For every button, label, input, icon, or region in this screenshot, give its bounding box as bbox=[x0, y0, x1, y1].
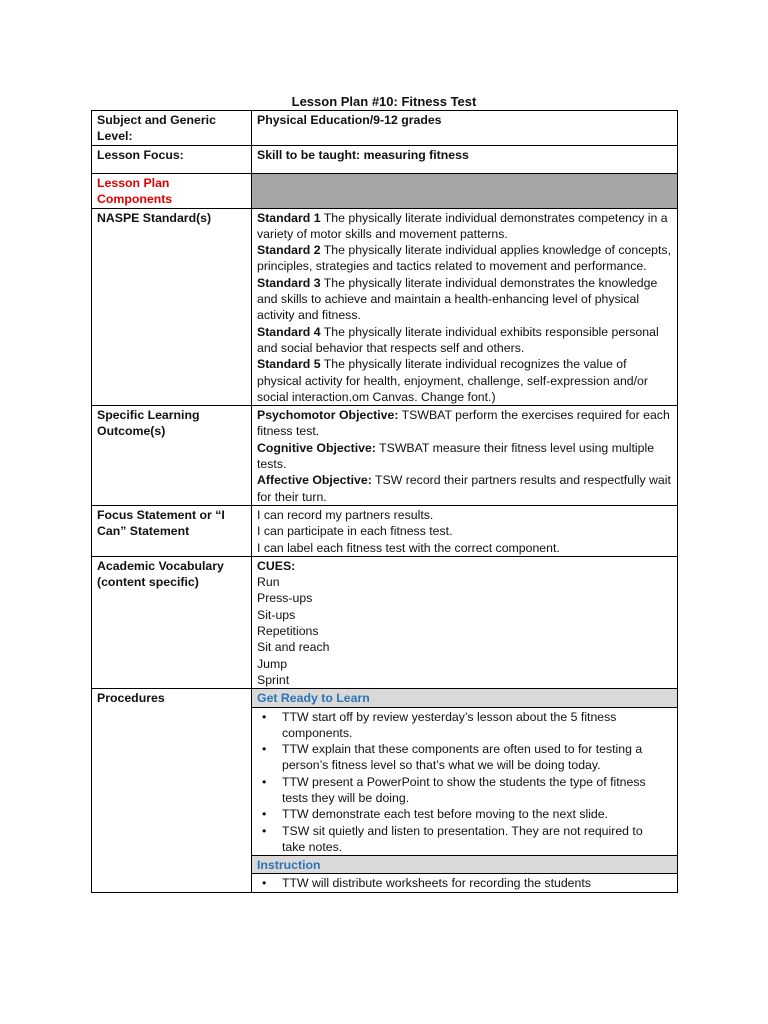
components-row bbox=[92, 174, 678, 209]
list-item: • TTW present a PowerPoint to show the students the type of fitness tests they will be doing. bbox=[282, 774, 667, 807]
subject-value: Physical Education/9-12 grades bbox=[252, 111, 678, 146]
instruction-cell bbox=[252, 874, 678, 892]
instruction-list bbox=[257, 875, 672, 891]
procedures-label: Procedures bbox=[92, 689, 252, 893]
ican-label: Focus Statement or “I Can” Statement bbox=[92, 505, 252, 556]
list-item: • TTW start off by review yesterday’s lesson about the 5 fitness components. bbox=[282, 709, 667, 742]
focus-label: Lesson Focus: bbox=[92, 146, 252, 174]
standard-2: Standard 2 The physically literate individual applies knowledge of concepts, principles, strategies and tactics related to movement and performance. bbox=[257, 243, 671, 274]
psychomotor-objective: Psychomotor Objective: TSWBAT perform the exercises required for each fitness test. bbox=[257, 408, 670, 439]
vocab-item: Run bbox=[257, 575, 280, 590]
get-ready-heading: Get Ready to Learn bbox=[252, 689, 678, 707]
vocab-label: Academic Vocabulary (content specific) bbox=[92, 556, 252, 688]
naspe-row bbox=[92, 208, 678, 406]
list-item: • TSW sit quietly and listen to presentation. They are not required to take notes. bbox=[282, 823, 667, 856]
vocab-item: Press-ups bbox=[257, 591, 313, 606]
standard-4: Standard 4 The physically literate individual exhibits responsible personal and social behavior that respects self and others. bbox=[257, 324, 659, 355]
standard-5: Standard 5 The physically literate individual recognizes the value of physical activity for health, enjoyment, challenge, self-expression and/or social interaction.om Canvas. Change font.) bbox=[257, 357, 648, 404]
components-label: Lesson Plan Components bbox=[92, 174, 252, 209]
naspe-standards bbox=[252, 208, 678, 406]
subject-row bbox=[92, 111, 678, 146]
page-title: Lesson Plan #10: Fitness Test bbox=[291, 94, 477, 109]
vocab-list bbox=[252, 556, 678, 688]
vocab-item: Sit and reach bbox=[257, 640, 330, 655]
subject-label: Subject and Generic Level: bbox=[92, 111, 252, 146]
list-item: • TTW explain that these components are often used to for testing a person’s fitness level so that’s what we will be doing today. bbox=[282, 741, 667, 774]
affective-objective: Affective Objective: TSW record their partners results and respectfully wait for their turn. bbox=[257, 473, 671, 504]
ican-row bbox=[92, 505, 678, 556]
standard-1: Standard 1 The physically literate individual demonstrates competency in a variety of motor skills and movement patterns. bbox=[257, 210, 668, 241]
ican-statement: I can participate in each fitness test. bbox=[257, 524, 453, 539]
vocab-item: Sprint bbox=[257, 672, 290, 687]
cues-label: CUES: bbox=[257, 558, 296, 573]
procedures-get-ready-header-row bbox=[92, 689, 678, 707]
focus-value: Skill to be taught: measuring fitness bbox=[252, 146, 678, 174]
vocab-item: Sit-ups bbox=[257, 607, 296, 622]
vocab-item: Jump bbox=[257, 656, 288, 671]
naspe-label: NASPE Standard(s) bbox=[92, 208, 252, 406]
focus-row bbox=[92, 146, 678, 174]
outcomes-objectives bbox=[252, 406, 678, 506]
get-ready-list bbox=[257, 709, 672, 856]
ican-statement: I can record my partners results. bbox=[257, 507, 434, 522]
standard-3: Standard 3 The physically literate individual demonstrates the knowledge and skills to achieve and maintain a health-enhancing level of physical activity and fitness. bbox=[257, 275, 658, 323]
list-item: • TTW will distribute worksheets for recording the students bbox=[282, 875, 667, 891]
instruction-heading: Instruction bbox=[252, 856, 678, 874]
ican-statement: I can label each fitness test with the correct component. bbox=[257, 540, 560, 555]
vocab-item: Repetitions bbox=[257, 624, 319, 639]
lesson-plan-table bbox=[91, 110, 678, 893]
list-item: • TTW demonstrate each test before moving to the next slide. bbox=[282, 806, 667, 822]
get-ready-cell bbox=[252, 707, 678, 856]
cognitive-objective: Cognitive Objective: TSWBAT measure their fitness level using multiple tests. bbox=[257, 440, 655, 472]
components-header-cell bbox=[252, 174, 678, 209]
outcomes-row bbox=[92, 406, 678, 506]
ican-statements bbox=[252, 505, 678, 556]
vocab-row bbox=[92, 556, 678, 688]
outcomes-label: Specific Learning Outcome(s) bbox=[92, 406, 252, 506]
